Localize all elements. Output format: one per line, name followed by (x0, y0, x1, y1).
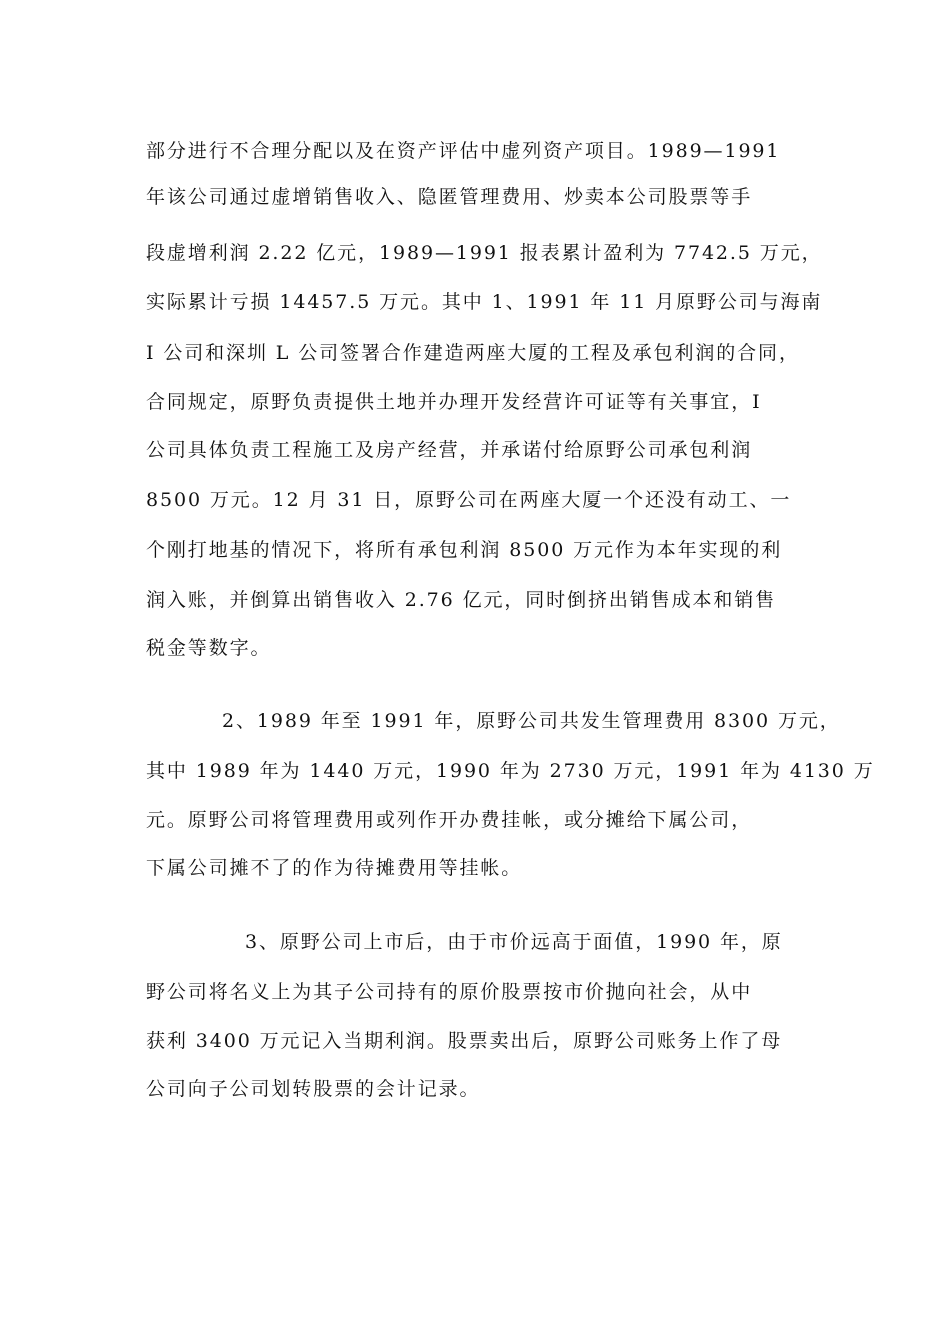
paragraph-1-line-8: 8500 万元。12 月 31 日，原野公司在两座大厦一个还没有动工、一 (146, 489, 792, 511)
paragraph-3-line-1: 3、原野公司上市后，由于市价远高于面值，1990 年，原 (245, 931, 783, 953)
paragraph-1-line-2: 年该公司通过虚增销售收入、隐匿管理费用、炒卖本公司股票等手 (146, 186, 753, 208)
paragraph-1-line-3: 段虚增利润 2.22 亿元，1989—1991 报表累计盈利为 7742.5 万元， (146, 242, 823, 264)
paragraph-3-line-4: 公司向子公司划转股票的会计记录。 (146, 1078, 481, 1100)
paragraph-3-line-3: 获利 3400 万元记入当期利润。股票卖出后，原野公司账务上作了母 (146, 1030, 783, 1052)
paragraph-1-line-11: 税金等数字。 (146, 637, 272, 659)
paragraph-2-line-2: 其中 1989 年为 1440 万元，1990 年为 2730 万元，1991 年为 4130 万 (146, 760, 875, 782)
paragraph-1-line-5: I 公司和深圳 L 公司签署合作建造两座大厦的工程及承包利润的合同， (146, 342, 800, 364)
paragraph-1-line-1: 部分进行不合理分配以及在资产评估中虚列资产项目。1989—1991 (146, 140, 781, 162)
paragraph-2-line-1: 2、1989 年至 1991 年，原野公司共发生管理费用 8300 万元， (222, 710, 841, 732)
paragraph-3-line-2: 野公司将名义上为其子公司持有的原价股票按市价抛向社会，从中 (146, 981, 753, 1003)
paragraph-1-line-4: 实际累计亏损 14457.5 万元。其中 1、1991 年 11 月原野公司与海南 (146, 291, 823, 313)
paragraph-1-line-6: 合同规定，原野负责提供土地并办理开发经营许可证等有关事宜，I (146, 391, 762, 413)
paragraph-1-line-7: 公司具体负责工程施工及房产经营，并承诺付给原野公司承包利润 (146, 439, 753, 461)
paragraph-2-line-4: 下属公司摊不了的作为待摊费用等挂帐。 (146, 857, 523, 879)
paragraph-1-line-10: 润入账，并倒算出销售收入 2.76 亿元，同时倒挤出销售成本和销售 (146, 589, 777, 611)
paragraph-1-line-9: 个刚打地基的情况下，将所有承包利润 8500 万元作为本年实现的利 (146, 539, 783, 561)
paragraph-2-line-3: 元。原野公司将管理费用或列作开办费挂帐，或分摊给下属公司， (146, 809, 753, 831)
